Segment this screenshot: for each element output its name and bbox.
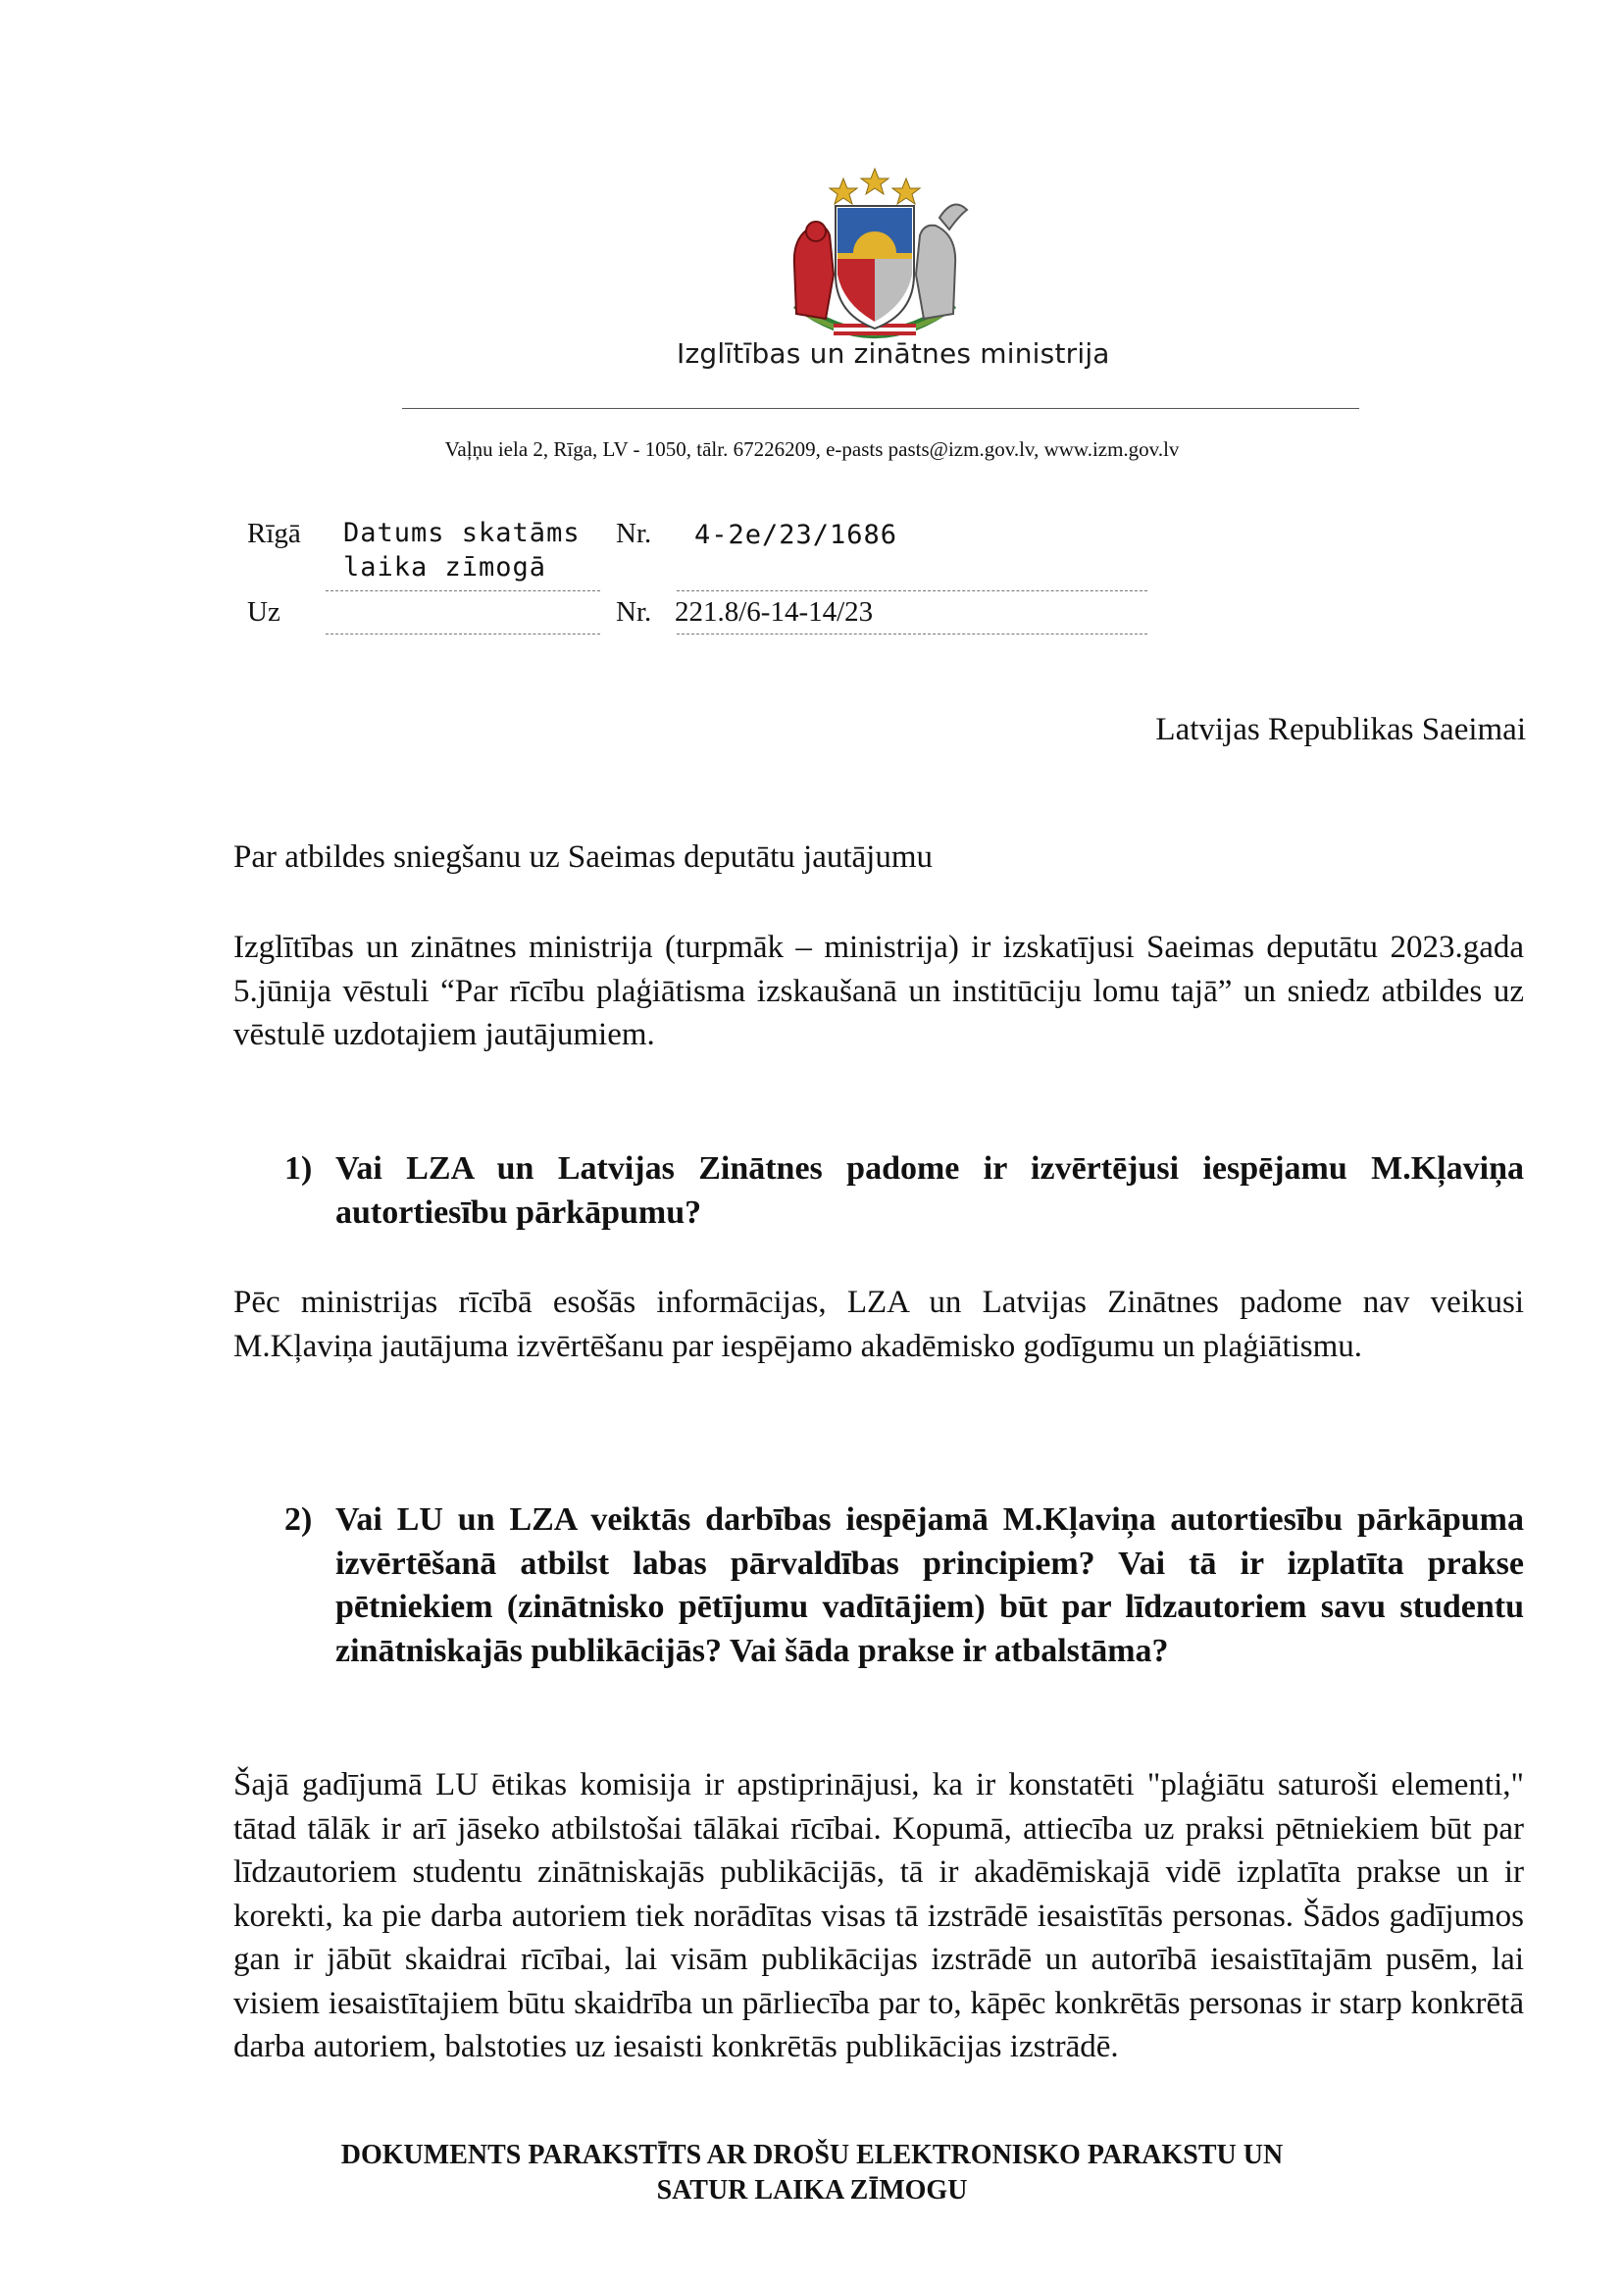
signature-notice (0, 2138, 1624, 2208)
answer-2: Šajā gadījumā LU ētikas komisija ir apstiprinājusi, ka ir konstatēti "plaģiātu saturoši elementi," tātad tālāk ir arī jāseko atbilstošai tālākai rīcībai. Kopumā, attiecība uz praksi pētniekiem būt par līdzautoriem studentu zinātniskajās publikācijās, tā ir akadēmiskajā vidē izplatīta prakse un ir korekti, ka pie darba autoriem tiek norādītas visas tā izstrādē iesaistītās personas. Šādos gadījumos gan ir jābūt skaidrai rīcībai, lai visām publikācijas izstrādē un autorībā iesaistītajām pusēm, lai visiem iesaistītajiem būtu skaidrība un pārliecība par to, kāpēc konkrētās personas ir starp konkrētā darba autoriem, balstoties uz iesaisti konkrētās publikācijas izstrādē. (233, 1767, 1524, 2064)
date-note-line2: laika zīmogā (343, 552, 547, 583)
ministry-address: Vaļņu iela 2, Rīga, LV - 1050, tālr. 67226209, e-pasts pasts@izm.gov.lv, www.izm.gov.lv (444, 437, 1180, 461)
answer-1: Pēc ministrijas rīcībā esošās informācijas, LZA un Latvijas Zinātnes padome nav veikusi M.Kļaviņa jautājuma izvērtēšanu par iespējamo akadēmisko godīgumu un plaģiātismu. (233, 1285, 1524, 1364)
question-2 (284, 1498, 1524, 1673)
signature-notice-line2: SATUR LAIKA ZĪMOGU (656, 2175, 968, 2206)
question-1-number: 1) (284, 1150, 313, 1187)
coat-of-arms-emblem (757, 157, 992, 353)
header-divider (402, 408, 1359, 409)
nr-value: 4-2e/23/1686 (694, 520, 898, 550)
uz-label: Uz (247, 596, 280, 628)
question-1 (284, 1147, 1524, 1235)
ministry-name: Izglītības un zinātnes ministrija (677, 337, 1110, 370)
question-2-text: Vai LU un LZA veiktās darbības iespējamā M.Kļaviņa autortiesību pārkāpuma izvērtēšanā atbilst labas pārvaldības principiem? Vai tā ir izplatīta prakse pētniekiem (zinātnisko pētījumu vadītājiem) būt par līdzautoriem savu studentu zinātniskajās publikācijās? Vai šāda prakse ir atbalstāma? (335, 1501, 1524, 1669)
nr-underline (677, 590, 1147, 591)
question-1-text: Vai LZA un Latvijas Zinātnes padome ir izvērtējusi iespējamu M.Kļaviņa autortiesību pārkāpumu? (335, 1150, 1524, 1231)
uz-nr-value: 221.8/6-14-14/23 (675, 596, 874, 628)
place-label: Rīgā (247, 518, 301, 549)
signature-notice-line1: DOKUMENTS PARAKSTĪTS AR DROŠU ELEKTRONISKO PARAKSTU UN (340, 2140, 1284, 2170)
subject-line: Par atbildes sniegšanu uz Saeimas deputātu jautājumu (233, 839, 933, 875)
uz-nr-label: Nr. (616, 596, 652, 628)
date-note-line1: Datums skatāms (343, 518, 581, 548)
star-icon (830, 169, 920, 204)
recipient: Latvijas Republikas Saeimai (1155, 712, 1526, 747)
date-underline (326, 590, 600, 591)
nr-label: Nr. (616, 518, 652, 549)
intro-paragraph: Izglītības un zinātnes ministrija (turpmāk – ministrija) ir izskatījusi Saeimas deputātu 2023.gada 5.jūnija vēstuli “Par rīcību plaģiātisma izskaušanā un institūciju lomu tajā” un sniedz atbildes uz vēstulē uzdotajiem jautājumiem. (233, 930, 1524, 1052)
question-2-number: 2) (284, 1501, 313, 1538)
